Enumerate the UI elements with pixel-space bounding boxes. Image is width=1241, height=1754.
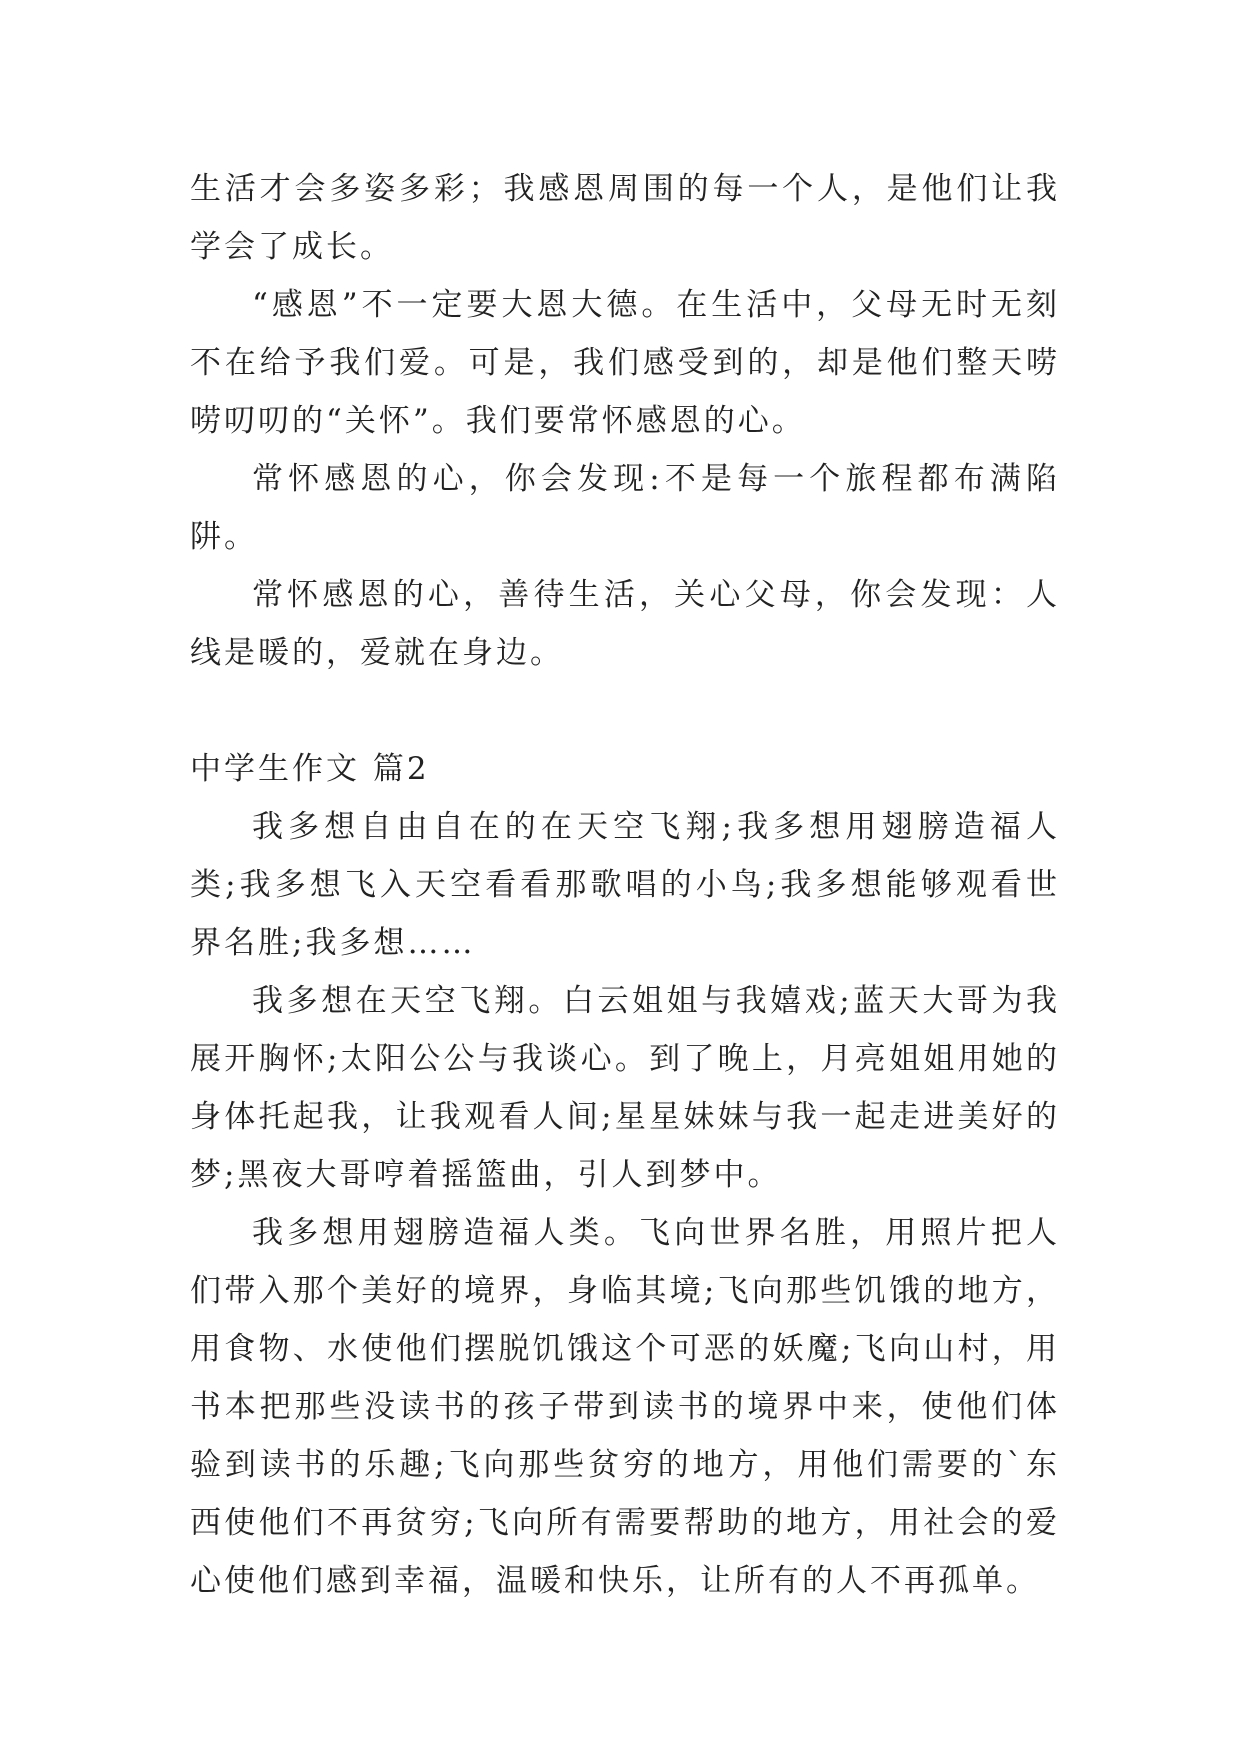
paragraph: 我多想自由自在的在天空飞翔;我多想用翅膀造福人类;我多想飞入天空看看那歌唱的小鸟;我多想能够观看世界名胜;我多想…… bbox=[190, 809, 1060, 961]
paragraph: “感恩”不一定要大恩大德。在生活中，父母无时无刻不在给予我们爱。可是，我们感受到的，却是他们整天唠唠叨叨的“关怀”。我们要常怀感恩的心。 bbox=[190, 287, 1060, 439]
document-body bbox=[190, 160, 1060, 1610]
paragraph: 常怀感恩的心，你会发现:不是每一个旅程都布满陷阱。 bbox=[190, 461, 1060, 555]
paragraph-continued: 生活才会多姿多彩；我感恩周围的每一个人，是他们让我学会了成长。 bbox=[190, 171, 1060, 265]
section-spacer bbox=[190, 682, 1060, 740]
paragraph: 我多想在天空飞翔。白云姐姐与我嬉戏;蓝天大哥为我展开胸怀;太阳公公与我谈心。到了晚上，月亮姐姐用她的身体托起我，让我观看人间;星星妹妹与我一起走进美好的梦;黑夜大哥哼着摇篮曲，引人到梦中。 bbox=[190, 983, 1060, 1193]
paragraph: 常怀感恩的心，善待生活，关心父母，你会发现：人线是暖的，爱就在身边。 bbox=[190, 577, 1060, 671]
paragraph: 我多想用翅膀造福人类。飞向世界名胜，用照片把人们带入那个美好的境界，身临其境;飞向那些饥饿的地方，用食物、水使他们摆脱饥饿这个可恶的妖魔;飞向山村，用书本把那些没读书的孩子带到读书的境界中来，使他们体验到读书的乐趣;飞向那些贫穷的地方，用他们需要的`东西使他们不再贫穷;飞向所有需要帮助的地方，用社会的爱心使他们感到幸福，温暖和快乐，让所有的人不再孤单。 bbox=[190, 1215, 1060, 1599]
section-heading: 中学生作文 篇2 bbox=[190, 751, 430, 787]
